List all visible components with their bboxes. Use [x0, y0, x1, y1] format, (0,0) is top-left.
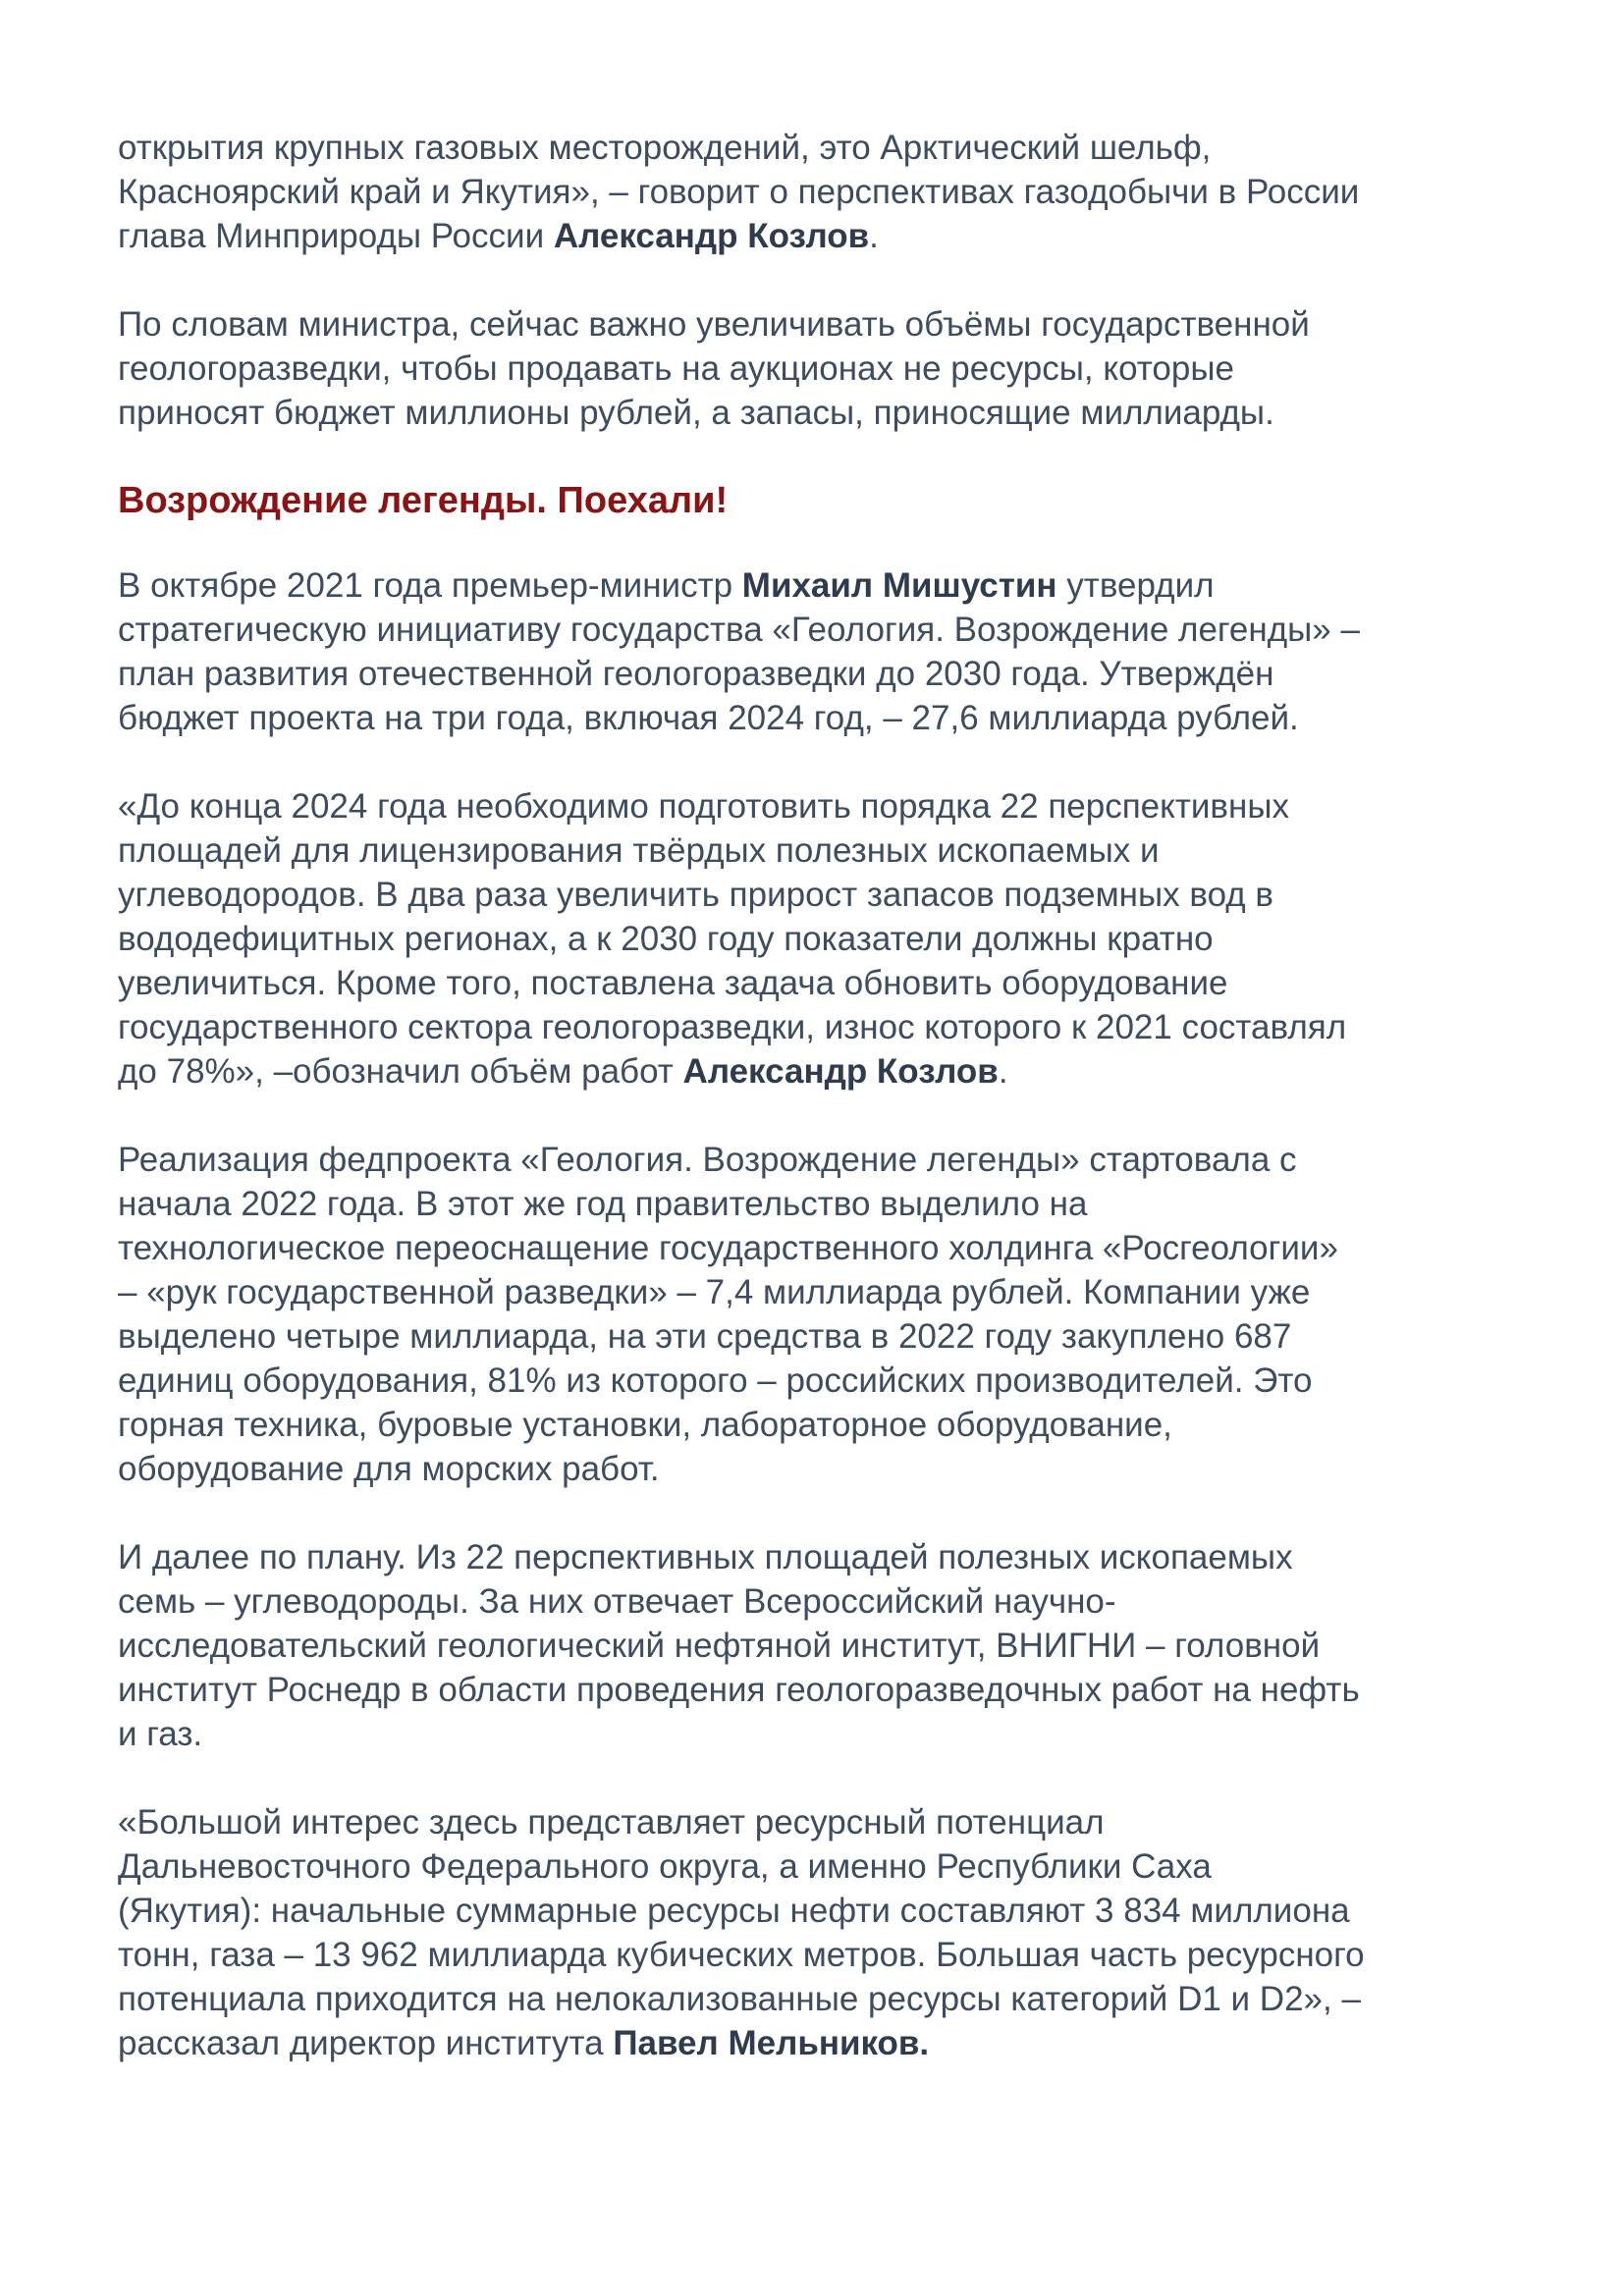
text-run: Реализация федпроекта «Геология. Возрождение легенды» стартовала с — [118, 1141, 1297, 1179]
text-line — [118, 126, 1532, 170]
text-line — [118, 1889, 1532, 1933]
text-line — [118, 917, 1532, 961]
body-section — [118, 563, 1532, 2065]
text-run: углеводородов. В два раза увеличить прирост запасов подземных вод в — [118, 876, 1274, 914]
paragraph — [118, 563, 1532, 740]
text-line — [118, 2021, 1532, 2065]
text-line — [118, 1359, 1532, 1403]
text-run: бюджет проекта на три года, включая 2024 год, – 27,6 миллиарда рублей. — [118, 699, 1299, 737]
text-line — [118, 1403, 1532, 1447]
text-run: открытия крупных газовых месторождений, это Арктический шельф, — [118, 129, 1212, 167]
text-line — [118, 1447, 1532, 1491]
text-run: – «рук государственной разведки» – 7,4 миллиарда рублей. Компании уже — [118, 1273, 1311, 1311]
text-run: увеличиться. Кроме того, поставлена задача обновить оборудование — [118, 964, 1228, 1002]
document-page — [118, 126, 1532, 2109]
text-run: рассказал директор института — [118, 2024, 614, 2062]
text-run: план развития отечественной геологоразведки до 2030 года. Утверждён — [118, 655, 1274, 693]
text-run: утвердил — [1056, 566, 1215, 605]
text-run: государственного сектора геологоразведки, износ которого к 2021 составлял — [118, 1008, 1347, 1046]
paragraph — [118, 1800, 1532, 2065]
text-run: «До конца 2024 года необходимо подготовить порядка 22 перспективных — [118, 787, 1290, 826]
text-line — [118, 961, 1532, 1005]
text-run: единиц оборудования, 81% из которого – российских производителей. Это — [118, 1362, 1313, 1400]
text-run: В октябре 2021 года премьер-министр — [118, 566, 742, 605]
text-run: геологоразведки, чтобы продавать на аукционах не ресурсы, которые — [118, 349, 1234, 388]
text-run: площадей для лицензирования твёрдых полезных ископаемых и — [118, 831, 1160, 870]
text-line — [118, 1933, 1532, 1977]
text-line — [118, 1668, 1532, 1712]
paragraph — [118, 784, 1532, 1094]
text-run: вододефицитных регионах, а к 2030 году показатели должны кратно — [118, 920, 1214, 958]
text-line — [118, 302, 1532, 347]
text-line — [118, 1049, 1532, 1094]
text-run: до 78%», –обозначил объём работ — [118, 1052, 683, 1091]
paragraph — [118, 1535, 1532, 1756]
person-name: Александр Козлов — [682, 1052, 999, 1091]
text-line — [118, 1314, 1532, 1359]
text-line — [118, 784, 1532, 828]
person-name: Александр Козлов — [553, 217, 870, 255]
person-name: Павел Мельников. — [613, 2024, 930, 2062]
text-run: По словам министра, сейчас важно увеличивать объёмы государственной — [118, 305, 1310, 344]
text-run: семь – углеводороды. За них отвечает Всероссийский научно- — [118, 1582, 1116, 1621]
text-line — [118, 214, 1532, 258]
text-run: горная техника, буровые установки, лабораторное оборудование, — [118, 1406, 1172, 1444]
text-run: «Большой интерес здесь представляет ресурсный потенциал — [118, 1803, 1105, 1842]
text-run: технологическое переоснащение государственного холдинга «Росгеологии» — [118, 1229, 1338, 1267]
text-line — [118, 563, 1532, 608]
text-line — [118, 828, 1532, 873]
text-line — [118, 1977, 1532, 2021]
text-run: приносят бюджет миллионы рублей, а запасы, приносящие миллиарды. — [118, 394, 1274, 432]
text-run: И далее по плану. Из 22 перспективных площадей полезных ископаемых — [118, 1538, 1293, 1576]
text-run: Красноярский край и Якутия», – говорит о перспективах газодобычи в России — [118, 173, 1360, 211]
text-run: исследовательский геологический нефтяной институт, ВНИГНИ – головной — [118, 1627, 1321, 1665]
text-line — [118, 1270, 1532, 1314]
text-run: выделено четыре миллиарда, на эти средства в 2022 году закуплено 687 — [118, 1317, 1292, 1356]
paragraph — [118, 302, 1532, 435]
text-line — [118, 1005, 1532, 1049]
intro-section — [118, 126, 1532, 435]
text-run: тонн, газа – 13 962 миллиарда кубических метров. Большая часть ресурсного — [118, 1936, 1365, 1974]
paragraph — [118, 1138, 1532, 1491]
text-run: институт Роснедр в области проведения геологоразведочных работ на нефть — [118, 1671, 1360, 1709]
text-line — [118, 652, 1532, 696]
text-run: и газ. — [118, 1715, 203, 1753]
text-run: (Якутия): начальные суммарные ресурсы нефти составляют 3 834 миллиона — [118, 1892, 1350, 1930]
section-heading: Возрождение легенды. Поехали! — [118, 480, 729, 521]
text-line — [118, 1138, 1532, 1182]
person-name: Михаил Мишустин — [741, 566, 1057, 605]
text-line — [118, 1844, 1532, 1889]
text-run: потенциала приходится на нелокализованные ресурсы категорий D1 и D2», – — [118, 1980, 1361, 2018]
text-line — [118, 1712, 1532, 1756]
text-line — [118, 1624, 1532, 1668]
text-run: стратегическую инициативу государства «Геология. Возрождение легенды» – — [118, 611, 1360, 649]
text-line — [118, 1535, 1532, 1579]
text-run: . — [998, 1052, 1008, 1091]
text-line — [118, 347, 1532, 391]
text-line — [118, 608, 1532, 652]
paragraph — [118, 126, 1532, 258]
text-line — [118, 696, 1532, 740]
text-line — [118, 170, 1532, 214]
text-line — [118, 1579, 1532, 1624]
text-run: Дальневосточного Федерального округа, а именно Республики Саха — [118, 1847, 1212, 1886]
text-line — [118, 1182, 1532, 1226]
text-run: . — [869, 217, 879, 255]
text-run: оборудование для морских работ. — [118, 1450, 660, 1488]
text-line — [118, 391, 1532, 435]
text-run: глава Минприроды России — [118, 217, 554, 255]
text-line — [118, 873, 1532, 917]
text-run: начала 2022 года. В этот же год правительство выделило на — [118, 1185, 1088, 1223]
text-line — [118, 1226, 1532, 1270]
text-line — [118, 1800, 1532, 1844]
